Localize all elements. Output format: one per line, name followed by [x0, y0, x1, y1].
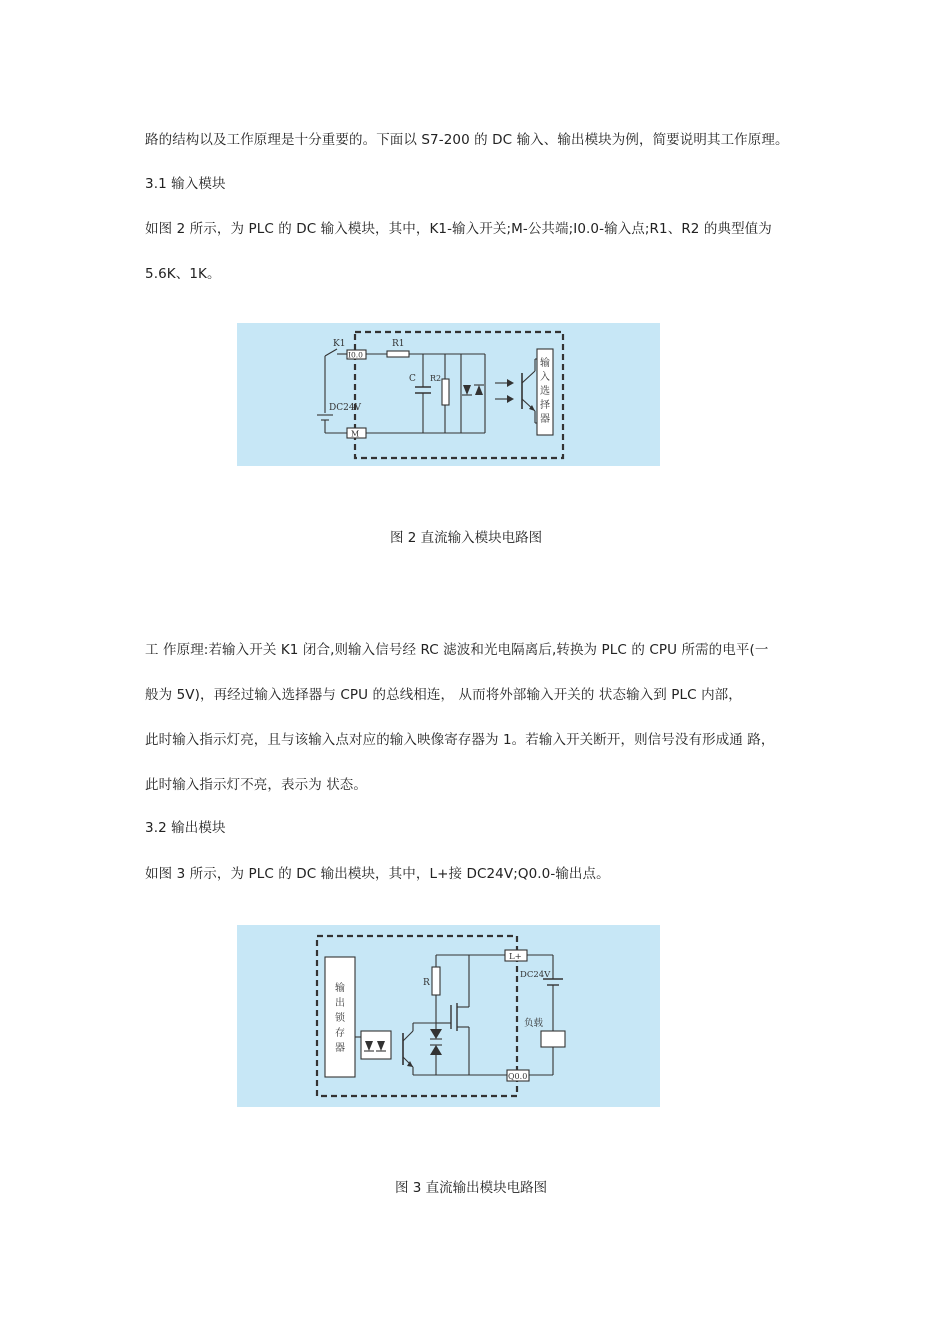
principle-paragraph-3: 此时输入指示灯亮，且与该输入点对应的输入映像寄存器为 1。若输入开关断开，则信号没有形成通 路，	[145, 732, 775, 748]
load-label: 负载	[524, 1018, 544, 1029]
selector-char-2: 入	[540, 372, 550, 383]
figure-3-caption: 图 3 直流输出模块电路图	[395, 1180, 548, 1196]
figure-3-output-circuit	[237, 925, 660, 1107]
r2-resistor	[442, 379, 449, 405]
latch-char-3: 锁	[335, 1013, 345, 1024]
selector-char-1: 输	[540, 358, 550, 369]
latch-char-2: 出	[335, 998, 345, 1009]
load-box	[541, 1031, 565, 1047]
principle-paragraph-4: 此时输入指示灯不亮，表示为 状态。	[145, 777, 367, 793]
dc24v-label: DC24V	[329, 403, 362, 413]
dc24v-label-3: DC24V	[520, 970, 551, 980]
r-label: R	[423, 978, 430, 988]
input-module-heading: 3.1 输入模块	[145, 176, 226, 192]
latch-char-1: 输	[335, 983, 345, 994]
input-module-description: 如图 2 所示，为 PLC 的 DC 输入模块，其中，K1-输入开关;M-公共端;I0.0-输入点;R1、R2 的典型值为	[145, 221, 772, 237]
principle-paragraph: 工 作原理:若输入开关 K1 闭合,则输入信号经 RC 滤波和光电隔离后,转换为 PLC 的 CPU 所需的电平(一	[145, 642, 769, 658]
intro-paragraph: 路的结构以及工作原理是十分重要的。下面以 S7-200 的 DC 输入、输出模块为例，简要说明其工作原理。	[145, 132, 789, 148]
lplus-label: L+	[509, 952, 522, 962]
latch-char-5: 器	[335, 1043, 345, 1054]
selector-char-4: 择	[540, 400, 550, 411]
figure-3-background	[237, 925, 660, 1107]
i00-label: I0.0	[348, 350, 363, 360]
input-module-description-cont: 5.6K、1K。	[145, 266, 221, 282]
r-resistor	[432, 967, 440, 995]
led-box	[361, 1031, 391, 1059]
r2-label: R2	[430, 374, 442, 383]
figure-2-caption: 图 2 直流输入模块电路图	[390, 530, 543, 546]
c-label: C	[409, 374, 416, 384]
selector-char-3: 选	[540, 386, 550, 397]
figure-2-input-circuit	[237, 323, 660, 466]
latch-char-4: 存	[335, 1028, 345, 1039]
selector-char-5: 器	[540, 414, 550, 425]
principle-paragraph-2: 般为 5V)，再经过输入选择器与 CPU 的总线相连， 从而将外部输入开关的 状态输入到 PLC 内部，	[145, 687, 742, 703]
r1-resistor	[387, 351, 409, 357]
r1-label: R1	[392, 339, 405, 349]
k1-label: K1	[333, 339, 346, 349]
q00-label: Q0.0	[508, 1072, 528, 1081]
output-module-heading: 3.2 输出模块	[145, 820, 226, 836]
output-module-description: 如图 3 所示，为 PLC 的 DC 输出模块，其中，L+接 DC24V;Q0.0-输出点。	[145, 866, 610, 882]
m-label: M	[351, 429, 360, 439]
